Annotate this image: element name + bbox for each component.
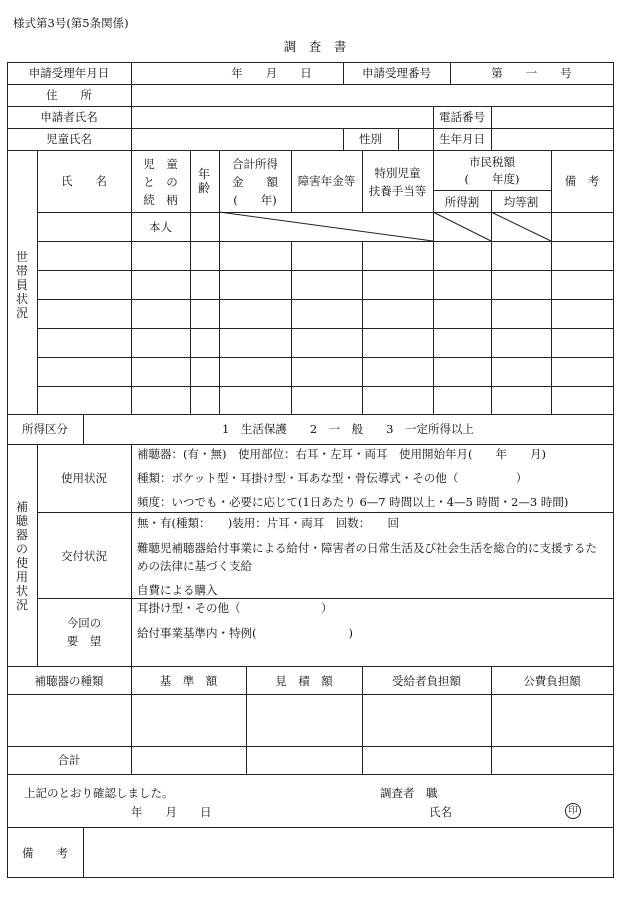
request-label-2: 要 望: [66, 634, 102, 648]
confirm-date[interactable]: 年 月 日: [131, 805, 212, 819]
col-relation-2: と の: [143, 175, 178, 189]
col-income-levy: 所得割: [444, 195, 480, 209]
request-line-2[interactable]: 給付事業基準内・特例( ): [137, 626, 353, 640]
col-income-1: 合計所得: [232, 157, 278, 171]
self-label: 本人: [149, 220, 172, 234]
cost-col-standard: 基 準 額: [159, 674, 218, 688]
confirm-text: 上記のとおり確認しました。: [24, 786, 174, 800]
issue-line-1[interactable]: 無・有(種類： )装用：片耳・両耳 回数： 回: [137, 516, 399, 530]
cost-total-label: 合計: [57, 753, 81, 767]
household-section-label: 世帯員状況: [15, 250, 28, 320]
remarks-field[interactable]: [84, 828, 612, 876]
usage-line-2[interactable]: 種類：ポケット型・耳掛け型・耳あな型・骨伝導式・その他（ ）: [137, 471, 528, 485]
col-age: 年齢: [197, 167, 210, 195]
col-special-allowance-1: 特別児童: [374, 166, 421, 180]
col-remarks: 備 考: [564, 174, 600, 188]
issue-line-4[interactable]: 自費による購入: [137, 583, 218, 597]
cost-col-recipient: 受給者負担額: [392, 674, 461, 688]
income-class-options[interactable]: 1 生活保護 2 一 般 3 一定所得以上: [222, 422, 474, 436]
col-per-capita-levy: 均等割: [503, 195, 539, 209]
col-municipal-tax: 市民税額: [469, 155, 515, 169]
receipt-date-field[interactable]: 年 月 日: [231, 66, 312, 80]
receipt-number-label: 申請受理番号: [362, 66, 431, 80]
col-relation-3: 続 柄: [143, 193, 178, 207]
receipt-number-field[interactable]: 第 一 号: [491, 66, 572, 80]
birth-date-label: 生年月日: [439, 132, 485, 146]
col-name: 氏 名: [61, 174, 107, 188]
address-label: 住 所: [46, 88, 92, 102]
usage-line-1[interactable]: 補聴器：(有・無) 使用部位：右耳・左耳・両耳 使用開始年月( 年 月): [137, 447, 546, 461]
usage-label: 使用状況: [61, 471, 107, 485]
col-relation-1: 児 童: [143, 157, 178, 171]
phone-label: 電話番号: [439, 110, 485, 124]
seal-mark: 印: [565, 803, 581, 819]
usage-line-3[interactable]: 頻度：いつでも・必要に応じて(1日あたり 6—7 時間以上・4—5 時間・2—3 時間): [137, 495, 569, 509]
issue-line-2[interactable]: 難聴児補聴器給付事業による給付・障害者の日常生活及び社会生活を総合的に支援するた: [137, 541, 597, 555]
cost-col-public: 公費負担額: [523, 674, 581, 688]
request-label-1: 今回の: [66, 616, 102, 630]
hearing-aid-section-label: 補聴器の使用状況: [15, 500, 28, 612]
child-name-label: 児童氏名: [46, 132, 92, 146]
col-special-allowance-2: 扶養手当等: [368, 184, 427, 198]
applicant-name-label: 申請者氏名: [40, 110, 98, 124]
investigator-title[interactable]: 調査者 職: [380, 786, 438, 800]
cost-col-type: 補聴器の種類: [34, 674, 104, 688]
sex-label: 性別: [359, 132, 382, 146]
form-number: 様式第3号(第5条関係): [13, 16, 129, 30]
col-disability-pension: 障害年金等: [297, 174, 356, 188]
receipt-date-label: 申請受理年月日: [28, 66, 110, 80]
request-line-1[interactable]: 耳掛け型・その他（ ）: [137, 601, 333, 615]
income-class-label: 所得区分: [22, 422, 68, 436]
col-income-3: ( 年): [233, 193, 277, 207]
cost-col-estimate: 見 積 額: [275, 674, 333, 688]
col-tax-year: ( 年度): [464, 172, 520, 186]
col-income-2: 金 額: [232, 175, 278, 189]
issue-line-3: めの法律に基づく支給: [137, 559, 252, 573]
remarks-label: 備 考: [22, 846, 68, 860]
issue-status-label: 交付状況: [61, 549, 107, 563]
document-title: 調 査 書: [283, 39, 347, 54]
investigator-name-label: 氏名: [429, 805, 452, 819]
